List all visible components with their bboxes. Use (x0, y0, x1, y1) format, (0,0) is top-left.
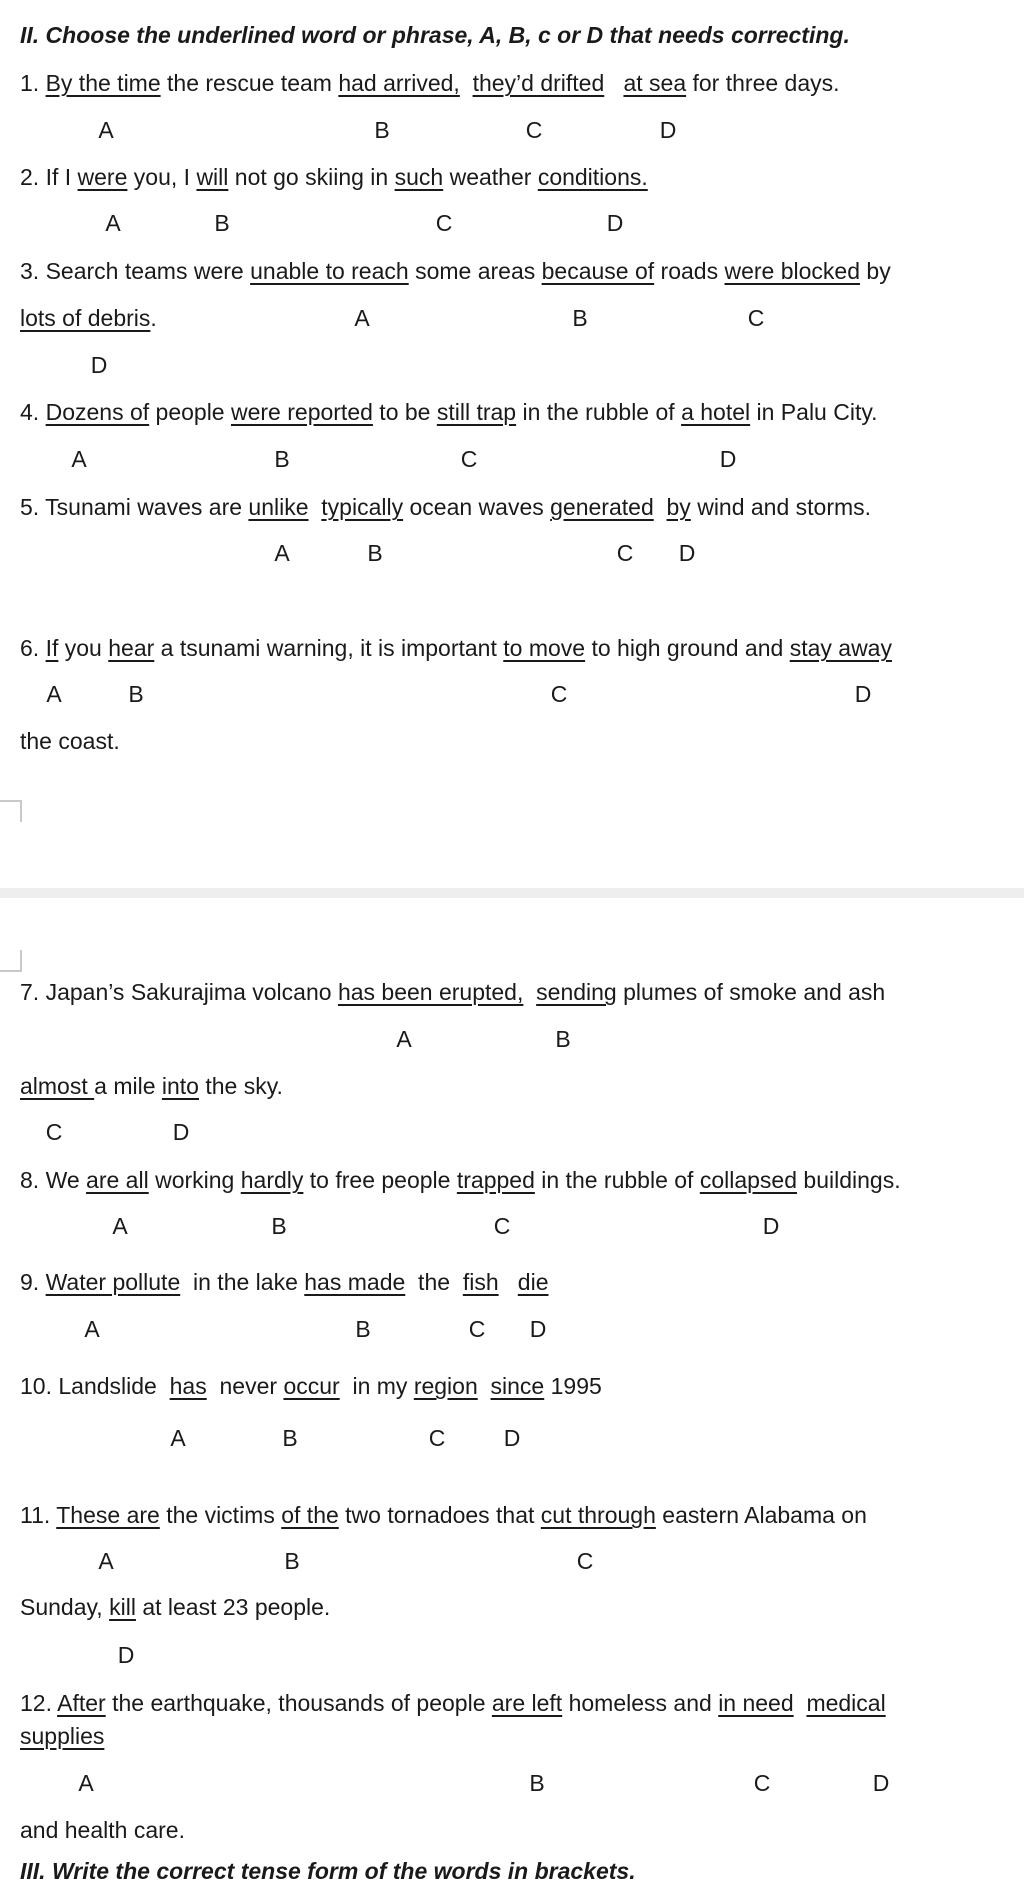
question-6-cont: the coast. (20, 728, 120, 754)
question-4: 4. Dozens of people were reported to be still trap in the rubble of a hotel in Palu City. (20, 399, 878, 425)
q3-letter-b: B (572, 305, 588, 331)
q12-letter-d: D (872, 1770, 890, 1796)
q11-letter-d: D (117, 1642, 135, 1668)
q6-letter-b: B (128, 681, 144, 707)
q6-letter-c: C (550, 681, 568, 707)
q5-letter-d: D (678, 540, 696, 566)
question-6: 6. If you hear a tsunami warning, it is important to move to high ground and stay away (20, 635, 892, 661)
question-2: 2. If I were you, I will not go skiing in such weather conditions. (20, 164, 648, 190)
q12-letter-c: C (753, 1770, 771, 1796)
q7-letter-c: C (45, 1119, 63, 1145)
q1-letter-c: C (525, 117, 543, 143)
q12-letter-a: A (78, 1770, 94, 1796)
question-3-cont: lots of debris. (20, 305, 157, 331)
question-12-cont: and health care. (20, 1817, 185, 1843)
q3-letter-d: D (90, 352, 108, 378)
crop-mark-top (0, 800, 22, 822)
question-7-cont: almost a mile into the sky. (20, 1073, 283, 1099)
q5-letter-a: A (274, 540, 290, 566)
q7-letter-d: D (172, 1119, 190, 1145)
q4-letter-c: C (460, 446, 478, 472)
q9-letter-b: B (355, 1316, 371, 1342)
q7-letter-a: A (396, 1026, 412, 1052)
question-9: 9. Water pollute in the lake has made the fish die (20, 1269, 549, 1295)
q10-letter-c: C (428, 1425, 446, 1451)
q4-letter-b: B (274, 446, 290, 472)
q8-letter-b: B (271, 1213, 287, 1239)
q1-letter-d: D (659, 117, 677, 143)
q10-letter-a: A (170, 1425, 186, 1451)
q3-letter-c: C (747, 305, 765, 331)
q1-letter-b: B (374, 117, 390, 143)
section-heading: II. Choose the underlined word or phrase, A, B, c or D that needs correcting. (20, 22, 850, 48)
q8-letter-c: C (493, 1213, 511, 1239)
question-8: 8. We are all working hardly to free people trapped in the rubble of collapsed buildings. (20, 1167, 901, 1193)
q2-letter-d: D (606, 210, 624, 236)
q9-letter-c: C (468, 1316, 486, 1342)
q11-letter-a: A (98, 1548, 114, 1574)
q1-letter-a: A (98, 117, 114, 143)
q5-letter-c: C (616, 540, 634, 566)
question-10: 10. Landslide has never occur in my region since 1995 (20, 1373, 602, 1399)
q11-letter-b: B (284, 1548, 300, 1574)
question-7: 7. Japan’s Sakurajima volcano has been erupted, sending plumes of smoke and ash (20, 979, 886, 1005)
question-5: 5. Tsunami waves are unlike typically ocean waves generated by wind and storms. (20, 494, 872, 520)
question-12-wrap: supplies (20, 1723, 105, 1749)
question-1: 1. By the time the rescue team had arrived, they’d drifted at sea for three days. (20, 70, 840, 96)
q10-letter-d: D (503, 1425, 521, 1451)
question-11: 11. These are the victims of the two tornadoes that cut through eastern Alabama on (20, 1502, 867, 1528)
q9-letter-d: D (529, 1316, 547, 1342)
q5-letter-b: B (367, 540, 383, 566)
q3-letter-a: A (354, 305, 370, 331)
q6-letter-d: D (854, 681, 872, 707)
q2-letter-c: C (435, 210, 453, 236)
q12-letter-b: B (529, 1770, 545, 1796)
q2-letter-a: A (105, 210, 121, 236)
crop-mark-bottom (0, 950, 22, 972)
next-section-heading: III. Write the correct tense form of the words in brackets. (20, 1858, 636, 1884)
q8-letter-d: D (762, 1213, 780, 1239)
q10-letter-b: B (282, 1425, 298, 1451)
q6-letter-a: A (46, 681, 62, 707)
question-11-cont: Sunday, kill at least 23 people. (20, 1594, 331, 1620)
q8-letter-a: A (112, 1213, 128, 1239)
q2-letter-b: B (214, 210, 230, 236)
page-separator (0, 888, 1024, 898)
q9-letter-a: A (84, 1316, 100, 1342)
q7-letter-b: B (555, 1026, 571, 1052)
q4-letter-d: D (719, 446, 737, 472)
question-12: 12. After the earthquake, thousands of people are left homeless and in need medical (20, 1690, 886, 1716)
q4-letter-a: A (71, 446, 87, 472)
q11-letter-c: C (576, 1548, 594, 1574)
question-3: 3. Search teams were unable to reach some areas because of roads were blocked by (20, 258, 891, 284)
